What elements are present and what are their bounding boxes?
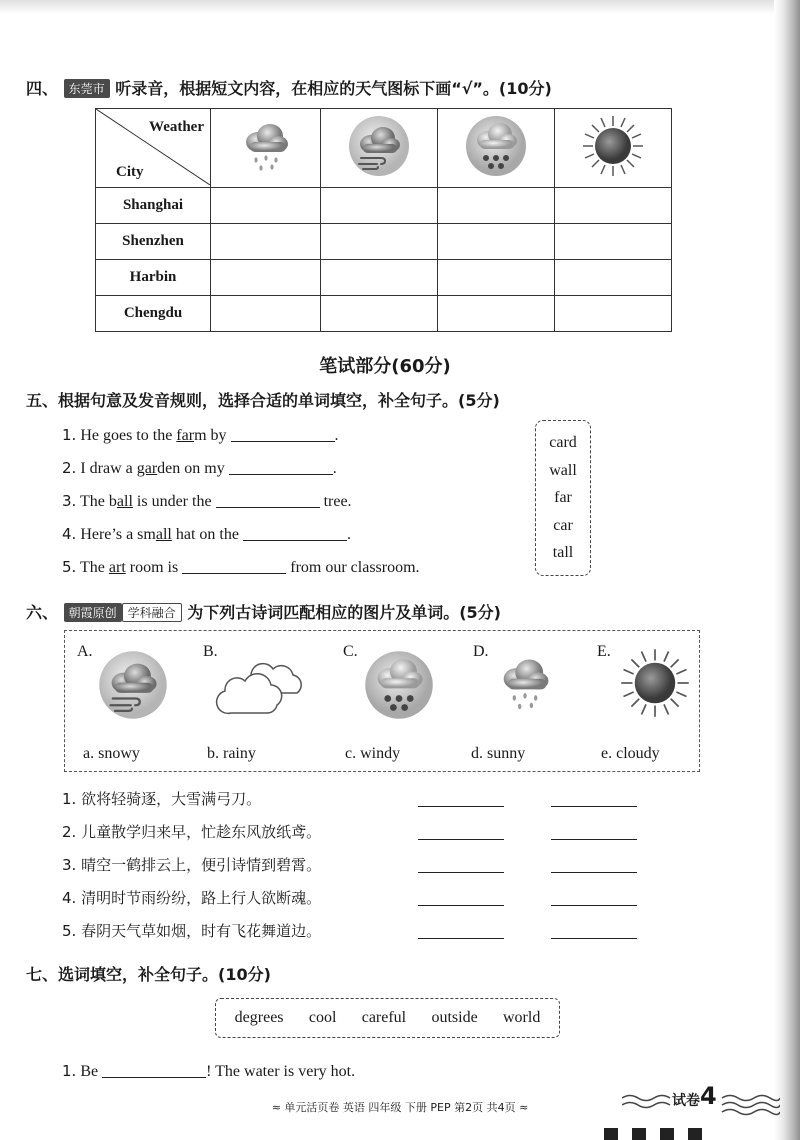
picture-letter: D. bbox=[473, 643, 489, 660]
header-cell-sunny bbox=[554, 109, 671, 188]
sentence-text: tree. bbox=[323, 493, 352, 510]
answer-cell[interactable] bbox=[437, 260, 554, 296]
section5-item-2 bbox=[62, 459, 337, 478]
section6-subject-tag: 学科融合 bbox=[122, 603, 182, 622]
city-cell: Shanghai bbox=[96, 188, 211, 224]
word-bank-item: degrees bbox=[234, 1009, 284, 1026]
item-number: 1. bbox=[62, 426, 77, 444]
word-bank-item: careful bbox=[361, 1009, 407, 1026]
answer-cell[interactable] bbox=[437, 188, 554, 224]
picture-letter: E. bbox=[597, 643, 611, 660]
picture-option-d bbox=[461, 631, 587, 771]
picture-answer-blank[interactable] bbox=[418, 905, 504, 906]
word-bank-item: cool bbox=[308, 1009, 337, 1026]
section6-number: 六、 bbox=[26, 603, 59, 622]
picture-option-a bbox=[65, 631, 191, 771]
picture-letter: C. bbox=[343, 643, 358, 660]
city-cell: Shenzhen bbox=[96, 224, 211, 260]
section6-instruction: 为下列古诗词匹配相应的图片及单词。(5分) bbox=[187, 603, 501, 622]
rain-cloud-icon bbox=[236, 116, 296, 176]
sentence-text: hat on the bbox=[171, 526, 239, 543]
table-corner-cell bbox=[96, 109, 211, 188]
word-bank-item: world bbox=[503, 1009, 541, 1026]
item-number: 1. bbox=[62, 1062, 77, 1080]
section5-heading: 五、根据句意及发音规则，选择合适的单词填空，补全句子。(5分) bbox=[26, 391, 500, 410]
answer-cell[interactable] bbox=[554, 188, 671, 224]
item-number: 3. bbox=[62, 492, 77, 510]
answer-blank[interactable] bbox=[216, 493, 320, 508]
sentence-text: from our classroom. bbox=[290, 559, 420, 576]
word-answer-blank[interactable] bbox=[551, 938, 637, 939]
page-edge-shadow bbox=[774, 0, 800, 1140]
word-bank-item: wall bbox=[549, 461, 577, 479]
section6-original-tag: 朝霞原创 bbox=[64, 603, 122, 622]
sentence-text: The b bbox=[80, 493, 117, 510]
item-number: 2. bbox=[62, 459, 77, 477]
table-row bbox=[96, 224, 672, 260]
word-answer-blank[interactable] bbox=[551, 872, 637, 873]
answer-cell[interactable] bbox=[211, 296, 321, 332]
weather-table bbox=[95, 108, 672, 332]
answer-blank[interactable] bbox=[231, 427, 335, 442]
word-bank-item: card bbox=[549, 434, 577, 451]
item-number: 5. bbox=[62, 558, 77, 576]
city-cell: Chengdu bbox=[96, 296, 211, 332]
answer-cell[interactable] bbox=[554, 260, 671, 296]
answer-cell[interactable] bbox=[554, 224, 671, 260]
poem-line-3: 3. 晴空一鹤排云上，便引诗情到碧霄。 bbox=[62, 856, 322, 874]
sentence-text: . bbox=[346, 526, 351, 543]
key-letters: all bbox=[116, 493, 133, 510]
section7-word-bank bbox=[215, 998, 560, 1038]
sentence-text: . bbox=[334, 427, 339, 444]
poem-line-2: 2. 儿童散学归来早，忙趁东风放纸鸢。 bbox=[62, 823, 322, 841]
corner-city-label: City bbox=[116, 164, 144, 180]
section7-heading: 七、选词填空，补全句子。(10分) bbox=[26, 965, 271, 984]
key-letters: all bbox=[155, 526, 172, 543]
section7-item-1 bbox=[62, 1062, 355, 1081]
picture-answer-blank[interactable] bbox=[418, 872, 504, 873]
city-cell: Harbin bbox=[96, 260, 211, 296]
windy-cloud-icon bbox=[347, 114, 411, 178]
table-row bbox=[96, 188, 672, 224]
answer-blank[interactable] bbox=[243, 526, 347, 541]
table-row bbox=[96, 260, 672, 296]
picture-option-c bbox=[335, 631, 461, 771]
poem-line-1: 1. 欲将轻骑逐，大雪满弓刀。 bbox=[62, 790, 262, 808]
windy-cloud-icon bbox=[97, 649, 169, 721]
exam-number-badge bbox=[622, 1084, 780, 1118]
answer-cell[interactable] bbox=[437, 296, 554, 332]
word-answer-blank[interactable] bbox=[551, 905, 637, 906]
section5-item-5 bbox=[62, 558, 420, 577]
sentence-text: m by bbox=[194, 427, 227, 444]
word-bank-item: outside bbox=[431, 1009, 478, 1026]
section6-picture-box bbox=[64, 630, 700, 772]
section4-heading bbox=[26, 76, 552, 99]
poem-line-5: 5. 春阴天气草如烟，时有飞花舞道边。 bbox=[62, 922, 322, 940]
word-bank-item: tall bbox=[552, 544, 574, 561]
word-bank-item: far bbox=[554, 489, 572, 506]
picture-word: c. windy bbox=[345, 745, 401, 762]
picture-option-b bbox=[191, 631, 317, 771]
weather-table-header-row bbox=[96, 109, 672, 188]
picture-letter: B. bbox=[203, 643, 218, 660]
picture-option-e bbox=[587, 631, 713, 771]
answer-cell[interactable] bbox=[211, 260, 321, 296]
picture-answer-blank[interactable] bbox=[418, 806, 504, 807]
picture-letter: A. bbox=[77, 643, 93, 660]
sentence-text: I draw a bbox=[80, 460, 137, 477]
picture-word: a. snowy bbox=[83, 745, 140, 762]
sentence-text: The bbox=[80, 559, 109, 576]
header-cell-rain bbox=[211, 109, 321, 188]
answer-blank[interactable] bbox=[182, 559, 286, 574]
corner-weather-label: Weather bbox=[149, 119, 204, 135]
sentence-text: is under the bbox=[132, 493, 212, 510]
picture-answer-blank[interactable] bbox=[418, 839, 504, 840]
page-top-shadow bbox=[0, 0, 800, 14]
picture-word: e. cloudy bbox=[601, 745, 660, 762]
marker-square bbox=[632, 1128, 646, 1140]
answer-cell[interactable] bbox=[437, 224, 554, 260]
section4-region-tag: 东莞市 bbox=[64, 79, 110, 98]
written-part-title: 笔试部分(60分) bbox=[319, 356, 451, 377]
key-letters: far bbox=[176, 427, 195, 444]
section6-heading bbox=[26, 600, 501, 623]
sentence-text: Here’s a sm bbox=[80, 526, 156, 543]
key-letters: gar bbox=[136, 460, 158, 477]
answer-cell[interactable] bbox=[321, 296, 438, 332]
sentence-text: room is bbox=[125, 559, 179, 576]
section5-word-bank bbox=[535, 420, 591, 576]
picture-word: b. rainy bbox=[207, 745, 256, 762]
sentence-text: den on my bbox=[157, 460, 225, 477]
answer-cell[interactable] bbox=[321, 188, 438, 224]
section5-item-4 bbox=[62, 525, 351, 544]
sentence-text: He goes to the bbox=[80, 427, 177, 444]
answer-blank[interactable] bbox=[229, 460, 333, 475]
word-bank-item: car bbox=[553, 516, 573, 534]
item-number: 4. bbox=[62, 525, 77, 543]
answer-blank[interactable] bbox=[102, 1063, 206, 1078]
key-letters: art bbox=[108, 559, 126, 576]
section5-item-1 bbox=[62, 426, 339, 445]
answer-cell[interactable] bbox=[321, 224, 438, 260]
picture-word: d. sunny bbox=[471, 745, 526, 762]
poem-line-4: 4. 清明时节雨纷纷，路上行人欲断魂。 bbox=[62, 889, 322, 907]
cloud-icon bbox=[211, 655, 311, 719]
answer-cell[interactable] bbox=[321, 260, 438, 296]
exam-label: 试卷 bbox=[672, 1093, 700, 1109]
marker-square bbox=[660, 1128, 674, 1140]
word-answer-blank[interactable] bbox=[551, 806, 637, 807]
sun-icon bbox=[619, 647, 691, 719]
section4-number: 四、 bbox=[26, 79, 59, 98]
answer-cell[interactable] bbox=[211, 224, 321, 260]
rain-cloud-icon bbox=[493, 651, 557, 715]
snow-cloud-icon bbox=[363, 649, 435, 721]
answer-cell[interactable] bbox=[211, 188, 321, 224]
sentence-text: ! The water is very hot. bbox=[206, 1063, 356, 1080]
header-cell-windy bbox=[321, 109, 438, 188]
exam-number: 4 bbox=[700, 1082, 717, 1110]
section5-item-3 bbox=[62, 492, 352, 511]
answer-cell[interactable] bbox=[554, 296, 671, 332]
marker-square bbox=[688, 1128, 702, 1140]
sun-icon bbox=[581, 114, 645, 178]
word-answer-blank[interactable] bbox=[551, 839, 637, 840]
header-cell-snow bbox=[437, 109, 554, 188]
section4-instruction: 听录音，根据短文内容，在相应的天气图标下画“√”。(10分) bbox=[115, 79, 552, 98]
snow-cloud-icon bbox=[464, 114, 528, 178]
page-footer: ≈ 单元活页卷 英语 四年级 下册 PEP 第2页 共4页 ≈ bbox=[271, 1101, 529, 1114]
sentence-text: . bbox=[332, 460, 337, 477]
picture-answer-blank[interactable] bbox=[418, 938, 504, 939]
sentence-text: Be bbox=[80, 1063, 99, 1080]
marker-square bbox=[604, 1128, 618, 1140]
table-row bbox=[96, 296, 672, 332]
